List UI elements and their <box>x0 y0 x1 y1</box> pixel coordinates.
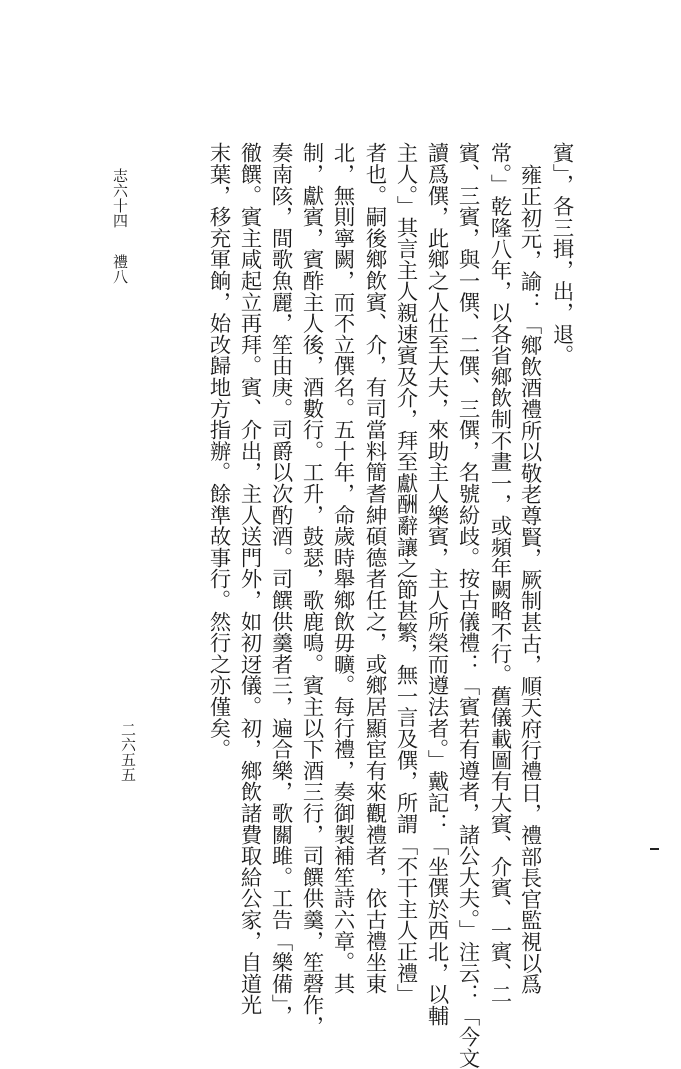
text-column: 讀爲僎，此鄉之人仕至大夫，來助主人樂賓，主人所榮而遵法者。」戴記：「坐僎於西北，以輔 <box>424 142 449 1026</box>
text-column: 常。」乾隆八年，以各省鄉飲制不畫一，或頻年闕略不行。舊儀載圖有大賓、介賓、一賓、二 <box>487 142 512 1005</box>
text-column: 賓」，各三揖，出，退。 <box>549 142 574 366</box>
text-column: 者也。嗣後鄉飲賓、介，有司當料簡耆紳碩德者任之，或鄉居顯宦有來觀禮者，依古禮坐東 <box>362 142 387 994</box>
running-header-section: 禮八 <box>111 254 129 284</box>
text-column: 雍正初元，諭：「鄉飲酒禮所以敬老尊賢，厥制甚古，順天府行禮日，禮部長官監視以爲 <box>517 164 542 995</box>
text-column: 主人。」其言主人親速賓及介，拜至獻酬辭讓之節甚繁，無一言及僎，所謂「不干主人正禮」 <box>393 142 418 1005</box>
page-number: 二六五五 <box>119 722 137 782</box>
running-header-chapter: 志六十四 <box>111 168 129 228</box>
text-column: 北，無則寧闕，而不立僎名。五十年，命歲時舉鄉飲毋曠。每行禮，奏御製補笙詩六章。其 <box>330 142 355 994</box>
text-column: 徹饌。賓主咸起立再拜。賓、介出，主人送門外，如初迓儀。初，鄉飲諸費取給公家，自道光 <box>237 142 262 1016</box>
text-column: 賓、三賓，與一僎、二僎、三僎，名號紛歧。按古儀禮：「賓若有遵者，諸公大夫。」注云：「今文 <box>455 142 480 1069</box>
text-column: 奏南陔，間歌魚麗，笙由庚。司爵以次酌酒。司饌供羹者三，遍合樂，歌關雎。工告「樂備」， <box>268 142 293 1026</box>
text-column: 末葉，移充軍餉，始改歸地方指辦。餘準故事行。然行之亦僅矣。 <box>206 142 231 760</box>
scan-mark <box>650 848 659 850</box>
text-column: 制，獻賓，賓酢主人後，酒數行。工升，鼓瑟，歌鹿鳴。賓主以下酒三行，司饌供羹，笙磬作， <box>299 142 324 1037</box>
